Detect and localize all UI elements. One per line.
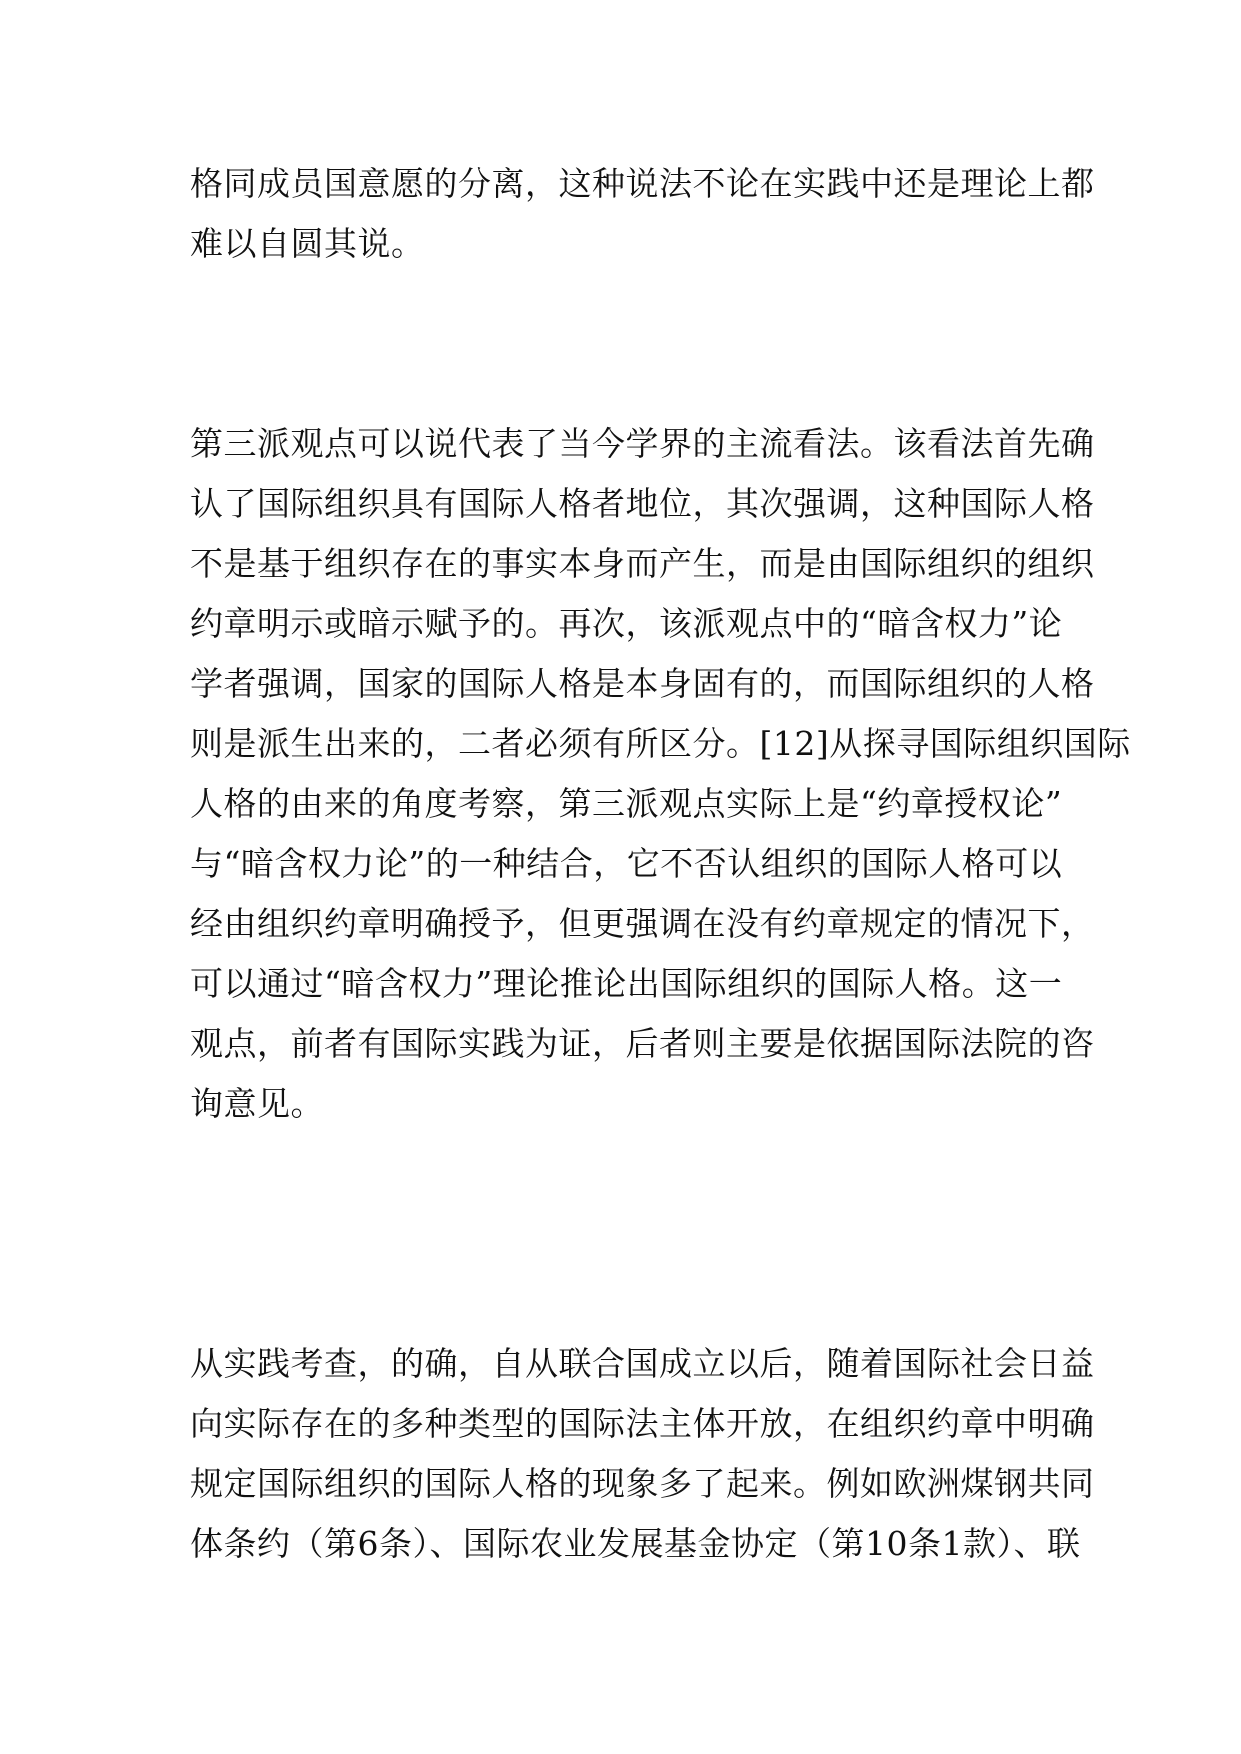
text-line: 体条约（第6条）、国际农业发展基金协定（第10条1款）、联 — [190, 1524, 1081, 1563]
text-line: 第三派观点可以说代表了当今学界的主流看法。该看法首先确 — [190, 424, 1095, 463]
text-line: 规定国际组织的国际人格的现象多了起来。例如欧洲煤钢共同 — [190, 1464, 1095, 1503]
text-line: 学者强调，国家的国际人格是本身固有的，而国际组织的人格 — [190, 664, 1095, 703]
text-line: 观点，前者有国际实践为证，后者则主要是依据国际法院的咨 — [190, 1024, 1095, 1063]
text-line: 约章明示或暗示赋予的。再次，该派观点中的“暗含权力”论 — [190, 604, 1063, 643]
text-line: 可以通过“暗含权力”理论推论出国际组织的国际人格。这一 — [190, 964, 1063, 1003]
text-line: 从实践考查，的确，自从联合国成立以后，随着国际社会日益 — [190, 1344, 1095, 1383]
text-line: 询意见。 — [190, 1084, 324, 1123]
text-line: 认了国际组织具有国际人格者地位，其次强调，这种国际人格 — [190, 484, 1095, 523]
text-line: 则是派生出来的，二者必须有所区分。[12]从探寻国际组织国际 — [190, 724, 1131, 763]
text-line: 与“暗含权力论”的一种结合，它不否认组织的国际人格可以 — [190, 844, 1063, 883]
text-line: 经由组织约章明确授予，但更强调在没有约章规定的情况下， — [190, 904, 1095, 943]
paragraph-3 — [190, 1334, 1095, 1574]
text-line: 格同成员国意愿的分离，这种说法不论在实践中还是理论上都 — [190, 164, 1095, 203]
paragraph-1 — [190, 154, 1095, 274]
text-line: 人格的由来的角度考察，第三派观点实际上是“约章授权论” — [190, 784, 1063, 823]
paragraph-2 — [190, 414, 1131, 1134]
text-line: 难以自圆其说。 — [190, 224, 425, 263]
text-line: 不是基于组织存在的事实本身而产生，而是由国际组织的组织 — [190, 544, 1095, 583]
text-line: 向实际存在的多种类型的国际法主体开放，在组织约章中明确 — [190, 1404, 1095, 1443]
